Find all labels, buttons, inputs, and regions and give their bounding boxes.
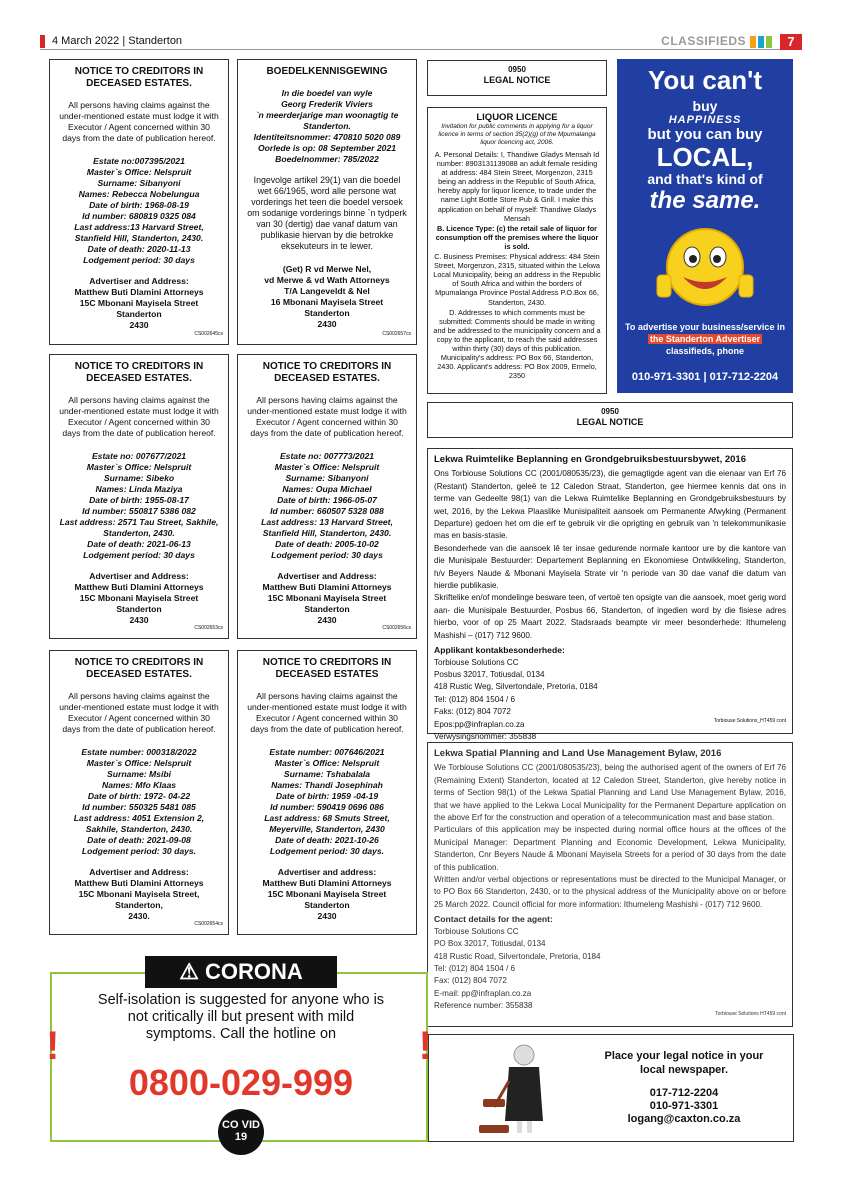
notice-body: All persons having claims against the under-mentioned estate must lodge it with Executor / Agent concerned within 30 days from the date of publication hereof.: [247, 691, 407, 734]
covid-logo: CO VID 19: [218, 1109, 264, 1155]
planning-contact-line: Posbus 32017, Totiusdal, 0134: [434, 669, 545, 679]
notice-advertiser: Advertiser and address: Matthew Buti Dlamini Attorneys 15C Mbonani Mayisela Street Standerton 2430: [262, 867, 392, 921]
header-accent-bar: [40, 35, 45, 48]
judge-figure-icon: [479, 1041, 569, 1137]
exclamation-icon: !: [418, 1024, 432, 1068]
corona-hotline: 0800-029-999: [128, 1062, 354, 1103]
buy-local-ad: [617, 59, 793, 393]
creditors-notice: [237, 354, 417, 639]
legal-notice-number: 0950: [601, 407, 619, 416]
planning-contact-line: Epos:pp@infraplan.co.za: [434, 719, 525, 729]
liquor-section-b: B. Licence Type: (c) the retail sale of liquor for consumption off the premises where the liquor is sold.: [435, 223, 599, 251]
notice-body: All persons having claims against the under-mentioned estate must lodge it with Executor / Agent concerned within 30 days from the date of publication hereof.: [59, 100, 219, 143]
notice-details: Estate number: 000318/2022 Master`s Office: Nelspruit Surname: Msibi Names: Mfo Klaas Date of birth: 1972- 04-22 Id number: 550325 5481 085 Last address: 4051 Extension 2, Sakhile, Standerton, 2430. Date of death: 2021-09-08 Lodgement period: 30 days.: [73, 747, 205, 856]
planning-contact-line: 418 Rustic Weg, Silvertondale, Pretoria, 0184: [434, 682, 598, 692]
notice-ref: CS002656cs: [382, 625, 411, 631]
place-notice-phone: 017-712-2204: [649, 1087, 719, 1099]
planning-notice-afrikaans: [427, 448, 793, 741]
ad-line: buy: [692, 98, 718, 114]
planning-contact-title: Applikant kontakbesonderhede:: [434, 645, 565, 656]
legal-notice-header: [427, 402, 793, 438]
planning-ref: Torbiouse Solutions HT459 cont: [715, 1010, 786, 1017]
ad-line: You can't: [647, 65, 763, 95]
planning-contact-line: Fax: (012) 804 7072: [434, 976, 507, 986]
notice-title: NOTICE TO CREDITORS IN DECEASED ESTATES.: [74, 66, 204, 89]
ad-line: but you can buy: [647, 126, 763, 143]
page-header: [40, 34, 802, 50]
ad-line: classifieds, phone: [665, 346, 745, 356]
planning-contact-line: Tel: (012) 804 1504 / 6: [434, 963, 515, 973]
ad-line: and that's kind of: [647, 171, 763, 187]
corona-text: Self-isolation is suggested for anyone who is not critically ill but present with mild symptoms. Call the hotline on: [97, 992, 385, 1042]
notice-details: Estate no: 007773/2021 Master`s Office: Nelspruit Surname: Sibanyoni Names: Oupa Michael Date of birth: 1966-05-07 Id number: 660507 5328 088 Last address: 13 Harvard Street, Stanfield Hill, Standerton, 2430. Date of death: 2005-10-02 Lodgement period: 30 days: [261, 451, 393, 560]
ad-line: To advertise your business/service in: [625, 322, 785, 332]
planning-paragraph: Written and/or verbal objections or representations must be directed to the Municipal Manager, or to PO Box 66 Standerton, 2430, or to the physical address of the Municipality above on or before 25 March 2022. Council official for more information: Ithumeleng Mashishi - (017) 712 9600.: [434, 875, 786, 909]
planning-title: Lekwa Spatial Planning and Land Use Management Bylaw, 2016: [434, 748, 722, 759]
notice-title: BOEDELKENNISGEWING: [266, 66, 388, 77]
color-block: [750, 36, 756, 48]
notice-body: All persons having claims against the under-mentioned estate must lodge it with Executor / Agent concerned within 30 days from the date of publication hereof.: [247, 395, 407, 438]
ad-line: same.: [692, 187, 761, 214]
smiley-thumbs-up-icon: [655, 221, 755, 313]
notice-advertiser: Advertiser and Address: Matthew Buti Dlamini Attorneys 15C Mbonani Mayisela Street Standerton 2430: [262, 571, 392, 625]
page-number: 7: [780, 34, 802, 50]
planning-contact-line: Torbiouse Solutions CC: [434, 657, 519, 667]
planning-notice-english: [427, 742, 793, 1027]
corona-tag: ⚠ CORONA: [145, 956, 337, 988]
planning-contact-line: Reference number: 355838: [434, 1001, 533, 1011]
planning-contact-line: Torbiouse Solutions CC: [434, 926, 519, 936]
planning-title: Lekwa Ruimtelike Beplanning en Grondgebruiksbestuursbywet, 2016: [434, 454, 746, 465]
estate-notice: [237, 59, 417, 345]
ad-phone: 010-971-3301 | 017-712-2204: [631, 371, 779, 383]
liquor-section-a: A. Personal Details: I, Thandiwe Gladys Mensah Id number: 8903131139088 an adult female residing at address: 484 Stein Street, Morgenzon, 2315 being an address in the Republic of South Africa, hereby apply for liquor licence, to trade under the name Light Bottle Store Pub & Grill. I make this application on behalf of myself: Thandiwe Gladys Mensah: [434, 150, 600, 223]
notice-details: Estate no:007395/2021 Master`s Office: Nelspruit Surname: Sibanyoni Names: Rebecca Nobelungua Date of birth: 1968-08-19 Id number: 680819 0325 084 Last address:13 Harvard Street, Stanfield Hill, Standerton, 2430. Date of death: 2020-11-13 Lodgement period: 30 days: [74, 156, 204, 265]
section-title: CLASSIFIEDS: [661, 34, 746, 48]
notice-title: NOTICE TO CREDITORS IN DECEASED ESTATES.: [262, 361, 392, 384]
planning-contact-line: PO Box 32017, Totiusdal, 0134: [434, 939, 546, 949]
liquor-licence-notice: [427, 107, 607, 394]
planning-ref: Torbiouse Solutions_HT459 cont: [713, 717, 786, 724]
planning-contact-line: 418 Rustic Road, Silvertondale, Pretoria, 0184: [434, 951, 601, 961]
notice-details: Estate no: 007677/2021 Master`s Office: Nelspruit Surname: Sibeko Names: Linda Maziya Date of birth: 1955-08-17 Id number: 550817 5386 082 Last address: 2571 Tau Street, Sakhile, Standerton, 2430. Date of death: 2021-06-13 Lodgement period: 30 days: [59, 451, 219, 560]
notice-advertiser: Advertiser and Address: Matthew Buti Dlamini Attorneys 15C Mbonani Mayisela Street Standerton 2430: [74, 571, 204, 625]
notice-body: All persons having claims against the under-mentioned estate must lodge it with Executor / Agent concerned within 30 days from the date of publication hereof.: [59, 395, 219, 438]
liquor-section-c: C. Business Premises: Physical address: 484 Stein Street, Morgenzon, 2315, situated within the Lekwa Local Municipality, being an address in the Republic of South Africa and within the borders of Mpumalanga Province Postal Address P.O.Box 66, Standerton, 2430.: [433, 252, 601, 307]
liquor-section-d: D. Addresses to which comments must be submitted: Comments should be made in writing and be addressed to the municipality concern and a copy to the applicant, to reach the said addresses within thirty (30) days of this publication. Municipality's address: PO Box 66, Standerton, 2430. Applicant's address: PO Box 2009, Ermelo, 2350: [433, 307, 601, 381]
notice-details: Estate number: 007646/2021 Master`s Office: Nelspruit Surname: Tshabalala Names: Thandi Josephinah Date of birth: 1959 -04-19 Id number: 590419 0696 086 Last address: 68 Smuts Street, Meyerville, Standerton, 2430 Date of death: 2021-10-26 Lodgement period: 30 days.: [264, 747, 390, 856]
place-notice-title: Place your legal notice in your local newspaper.: [604, 1050, 764, 1076]
notice-title: NOTICE TO CREDITORS IN DECEASED ESTATES.: [74, 657, 204, 680]
notice-body: All persons having claims against the under-mentioned estate must lodge it with Executor / Agent concerned within 30 days from the date of publication hereof.: [59, 691, 219, 734]
planning-paragraph: We Torbiouse Solutions CC (2001/080535/23), being the authorised agent of the owners of Erf 76 (Remaining Extent) Standerton, located at 12 Caledon Street, Standerton, give hereby notice in terms of Section 98(1) of the Lekwa Spatial Planning and Land Use Management Bylaw, 2016, that we have applied to the Lekwa Local Municipality for the Permanent Departure application on the above Erf for the construction and operation of a telecommunication mast and base station.: [434, 763, 786, 823]
notice-ref: CS002653cs: [194, 625, 223, 631]
place-notice-ad: [428, 1034, 794, 1142]
planning-contact-line: Faks: (012) 804 7072: [434, 707, 511, 717]
notice-advertiser: Advertiser and Address: Matthew Buti Dlamini Attorneys 15C Mbonani Mayisela Street Standerton 2430: [74, 276, 204, 330]
liquor-title: LIQUOR LICENCE: [476, 112, 558, 123]
notice-ref: CS002654cs: [194, 921, 223, 927]
header-date-place: 4 March 2022 | Standerton: [52, 35, 183, 47]
creditors-notice: [49, 650, 229, 935]
notice-details: In die boedel van wyle Georg Frederik Viviers `n meerderjarige man woonagtig te Standerton. Identiteitsnommer: 470810 5020 089 Oorlede is op: 08 September 2021 Boedelnommer: 785/2022: [253, 88, 401, 164]
planning-contact-line: E-mail: pp@infraplan.co.za: [434, 988, 532, 998]
notice-ref: CS002645cs: [194, 331, 223, 337]
color-block: [766, 36, 772, 48]
notice-title: NOTICE TO CREDITORS IN DECEASED ESTATES.: [74, 361, 204, 384]
notice-extra: Ingevolge artikel 29(1) van die boedel wet 66/1965, word alle persone wat vorderings het teen die boedel versoek om sodanige vorderings binne `n tydperk van 30 (dertig) dae vanaf datum van publikasie hiervan by die betrokke eksekuteurs in te lewer.: [247, 175, 407, 251]
ad-line: the Standerton Advertiser: [649, 334, 761, 344]
notice-ref: CS002657cs: [382, 331, 411, 337]
ad-line: HAPPINESS: [668, 114, 742, 126]
ad-line: the: [649, 187, 686, 214]
planning-contact-line: Tel: (012) 804 1504 / 6: [434, 694, 515, 704]
planning-paragraph: Particulars of this application may be inspected during normal office hours at the offices of the Municipal Manager: Department Planning and Economic Development, Lekwa Municipality, Standerton, Cnr Beyers Naude & Mbonani Mayisela Streets for a period of 30 days from the date of this publication.: [434, 825, 786, 872]
color-block: [758, 36, 764, 48]
planning-paragraph: Skriftelike en/of mondelinge besware teen, of vertoë ten opsigte van die aansoek, moet gerig word aan- die Munisipale Bestuurder, Posbus 66, Standerton, of ingedien word by die fisiese adres hierbo, voor of op 25 Maart 2022. Stadsraads beampte vir meer besonderhede: Ithumeleng Mashishi – (017) 712 9600.: [434, 593, 786, 640]
corona-box: [46, 959, 432, 1143]
notice-advertiser: (Get) R vd Merwe Nel, vd Merwe & vd Wath Attorneys T/A Langeveldt & Nel 16 Mbonani Mayisela Street Standerton 2430: [264, 264, 390, 329]
notice-advertiser: Advertiser and Address: Matthew Buti Dlamini Attorneys 15C Mbonani Mayisela Street, Standerton, 2430.: [74, 867, 204, 921]
planning-contact-title: Contact details for the agent:: [434, 914, 553, 925]
place-notice-phone: 010-971-3301: [649, 1100, 719, 1112]
exclamation-icon: !: [46, 1024, 60, 1068]
planning-paragraph: Besonderhede van die aansoek lê ter insae gedurende normale kantoor ure by die kantore van die Munisipale Bestuurder: Departement Beplanning en Ekonomiese Ontwikkeling, Standerton, h/v Beyers Naude & Mbonani Mayisela Strate vir 'n periode van 30 dae vanaf die datum van hierdie publikasie.: [434, 543, 786, 591]
creditors-notice: [237, 650, 417, 935]
planning-paragraph: Ons Torbiouse Solutions CC (2001/080535/23), die gemagtigde agent van die eienaar van Erf 76 (Restant) Standerton, geleë te 12 Caledon Straat, Standerton, gee hiermee kennis dat ons in terme van Gedeelte 98(1) van die Lekwa Ruimtelike Beplanning en Grondgebruiksbestuurs by wet, 2016, by the Lekwa Plaaslike Munisipaliteit aansoek om Permanente Afwyking (Permanent Departure) gedoen het om die erf te gebruik vir die oprigting en gebruik van 'n telekommunikasie mas en basis-stasie.: [434, 469, 786, 541]
notice-title: NOTICE TO CREDITORS IN DECEASED ESTATES: [262, 657, 392, 680]
ad-line: LOCAL,: [656, 142, 754, 172]
liquor-invitation: Invitation for public comments in applying for a liquor licence in terms of section 35(2)(g) of the Mpumalanga liquor licencing act, 2006.: [438, 123, 596, 146]
legal-notice-label: LEGAL NOTICE: [576, 417, 644, 427]
creditors-notice: [49, 59, 229, 345]
legal-notice-label: LEGAL NOTICE: [483, 75, 551, 85]
planning-contact-line: Verwysingsnommer: 355838: [434, 731, 537, 741]
place-notice-email: logang@caxton.co.za: [627, 1113, 741, 1125]
legal-notice-number: 0950: [508, 65, 526, 74]
legal-notice-header: [427, 60, 607, 96]
creditors-notice: [49, 354, 229, 639]
